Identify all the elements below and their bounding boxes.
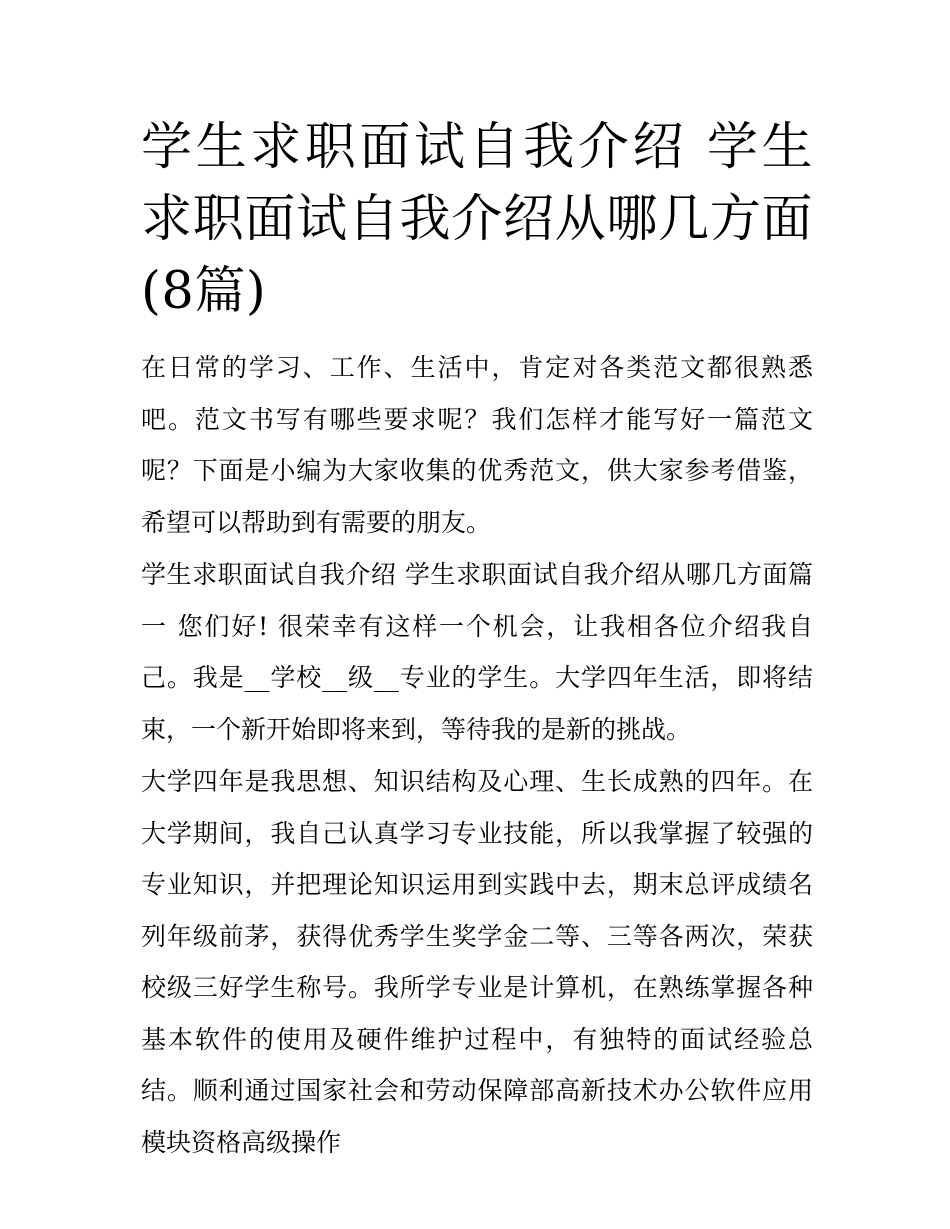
body-paragraph: 学生求职面试自我介绍 学生求职面试自我介绍从哪几方面篇一 您们好! 很荣幸有这样一个机会，让我相各位介绍我自己。我是__学校__级__专业的学生。大学四年生活，即将结束，一个新开始即将来到，等待我的是新的挑战。 (141, 560, 813, 744)
document-title: 学生求职面试自我介绍 学生求职面试自我介绍从哪几方面(8篇) (141, 118, 813, 321)
intro-paragraph: 在日常的学习、工作、生活中，肯定对各类范文都很熟悉吧。范文书写有哪些要求呢？我们怎样才能写好一篇范文呢？下面是小编为大家收集的优秀范文，供大家参考借鉴，希望可以帮助到有需要的朋友。 (141, 353, 813, 537)
body-paragraph: 大学四年是我思想、知识结构及心理、生长成熟的四年。在大学期间，我自己认真学习专业技能，所以我掌握了较强的专业知识，并把理论知识运用到实践中去，期末总评成绩名列年级前茅，获得优秀学生奖学金二等、三等各两次，荣获校级三好学生称号。我所学专业是计算机，在熟练掌握各种基本软件的使用及硬件维护过程中，有独特的面试经验总结。顺利通过国家社会和劳动保障部高新技术办公软件应用模块资格高级操作 (141, 767, 813, 1157)
document-content (141, 112, 813, 1168)
